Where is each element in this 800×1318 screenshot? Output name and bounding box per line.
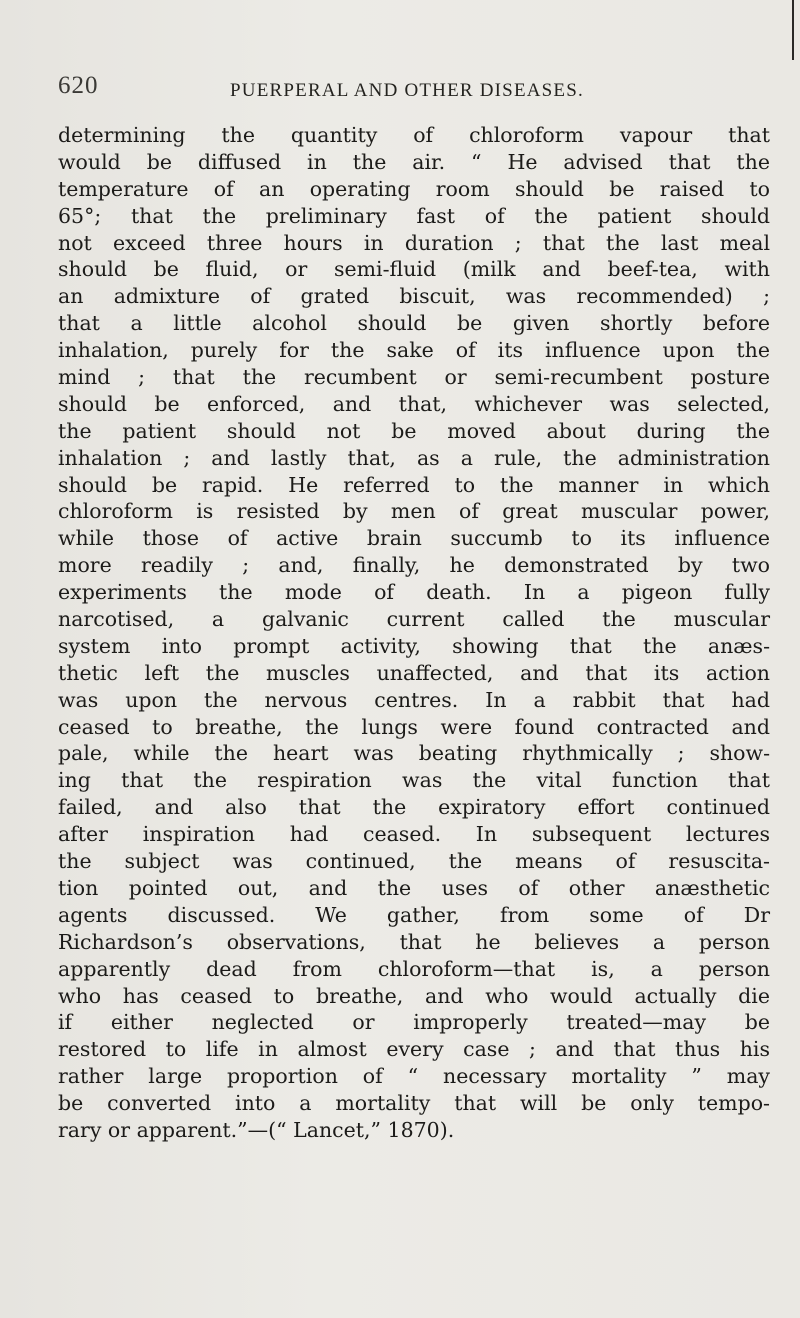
page-header — [58, 72, 758, 102]
running-head: PUERPERAL AND OTHER DISEASES. — [230, 80, 584, 101]
text-line: chloroform is resisted by men of great muscular power, — [58, 499, 770, 524]
text-line: not exceed three hours in duration ; that the last meal — [58, 230, 770, 255]
text-line: should be fluid, or semi-fluid (milk and beef-tea, with — [58, 257, 770, 282]
text-line-last: rary or apparent.”—(“ Lancet,” 1870). — [58, 1117, 455, 1142]
text-line: the subject was continued, the means of resuscita- — [58, 849, 770, 874]
text-line: experiments the mode of death. In a pigeon fully — [58, 580, 770, 605]
text-line: who has ceased to breathe, and who would actually die — [58, 983, 770, 1008]
text-line: be converted into a mortality that will be only tempo- — [58, 1091, 770, 1116]
text-line: ing that the respiration was the vital function that — [58, 768, 770, 793]
text-line: determining the quantity of chloroform vapour that — [58, 123, 770, 147]
page-edge-line — [792, 0, 794, 60]
text-line: tion pointed out, and the uses of other anæsthetic — [58, 875, 770, 900]
text-line: failed, and also that the expiratory effort continued — [58, 795, 770, 820]
text-line: if either neglected or improperly treated—may be — [58, 1010, 770, 1035]
text-line: apparently dead from chloroform—that is, a person — [58, 956, 770, 981]
text-line: should be enforced, and that, whichever was selected, — [58, 391, 770, 416]
text-line: rather large proportion of “ necessary mortality ” may — [58, 1064, 770, 1089]
text-line: should be rapid. He referred to the manner in which — [58, 472, 770, 497]
text-line: Richardson’s observations, that he believes a person — [58, 929, 770, 954]
text-line: more readily ; and, finally, he demonstrated by two — [58, 553, 770, 578]
text-line: the patient should not be moved about during the — [58, 418, 770, 443]
text-line: that a little alcohol should be given shortly before — [58, 311, 770, 336]
text-line: restored to life in almost every case ; and that thus his — [58, 1037, 770, 1062]
text-line: ceased to breathe, the lungs were found contracted and — [58, 714, 770, 739]
text-line: thetic left the muscles unaffected, and that its action — [58, 660, 770, 685]
text-line: temperature of an operating room should be raised to — [58, 176, 770, 201]
text-line: system into prompt activity, showing that the anæs- — [58, 633, 770, 658]
text-line: narcotised, a galvanic current called the muscular — [58, 607, 770, 632]
text-line: 65°; that the preliminary fast of the patient should — [58, 203, 770, 228]
body-paragraph — [58, 122, 770, 1144]
text-line: was upon the nervous centres. In a rabbit that had — [58, 687, 770, 712]
text-line: mind ; that the recumbent or semi-recumbent posture — [58, 365, 770, 390]
text-line: an admixture of grated biscuit, was recommended) ; — [58, 284, 770, 309]
text-line: agents discussed. We gather, from some of Dr — [58, 902, 770, 927]
page-number: 620 — [58, 72, 99, 99]
text-line: inhalation ; and lastly that, as a rule, the administration — [58, 445, 770, 470]
text-line: inhalation, purely for the sake of its influence upon the — [58, 338, 770, 363]
text-line: while those of active brain succumb to its influence — [58, 526, 770, 551]
text-line: pale, while the heart was beating rhythmically ; show- — [58, 741, 770, 766]
text-line: after inspiration had ceased. In subsequent lectures — [58, 822, 770, 847]
text-line: would be diffused in the air. “ He advised that the — [58, 149, 770, 174]
